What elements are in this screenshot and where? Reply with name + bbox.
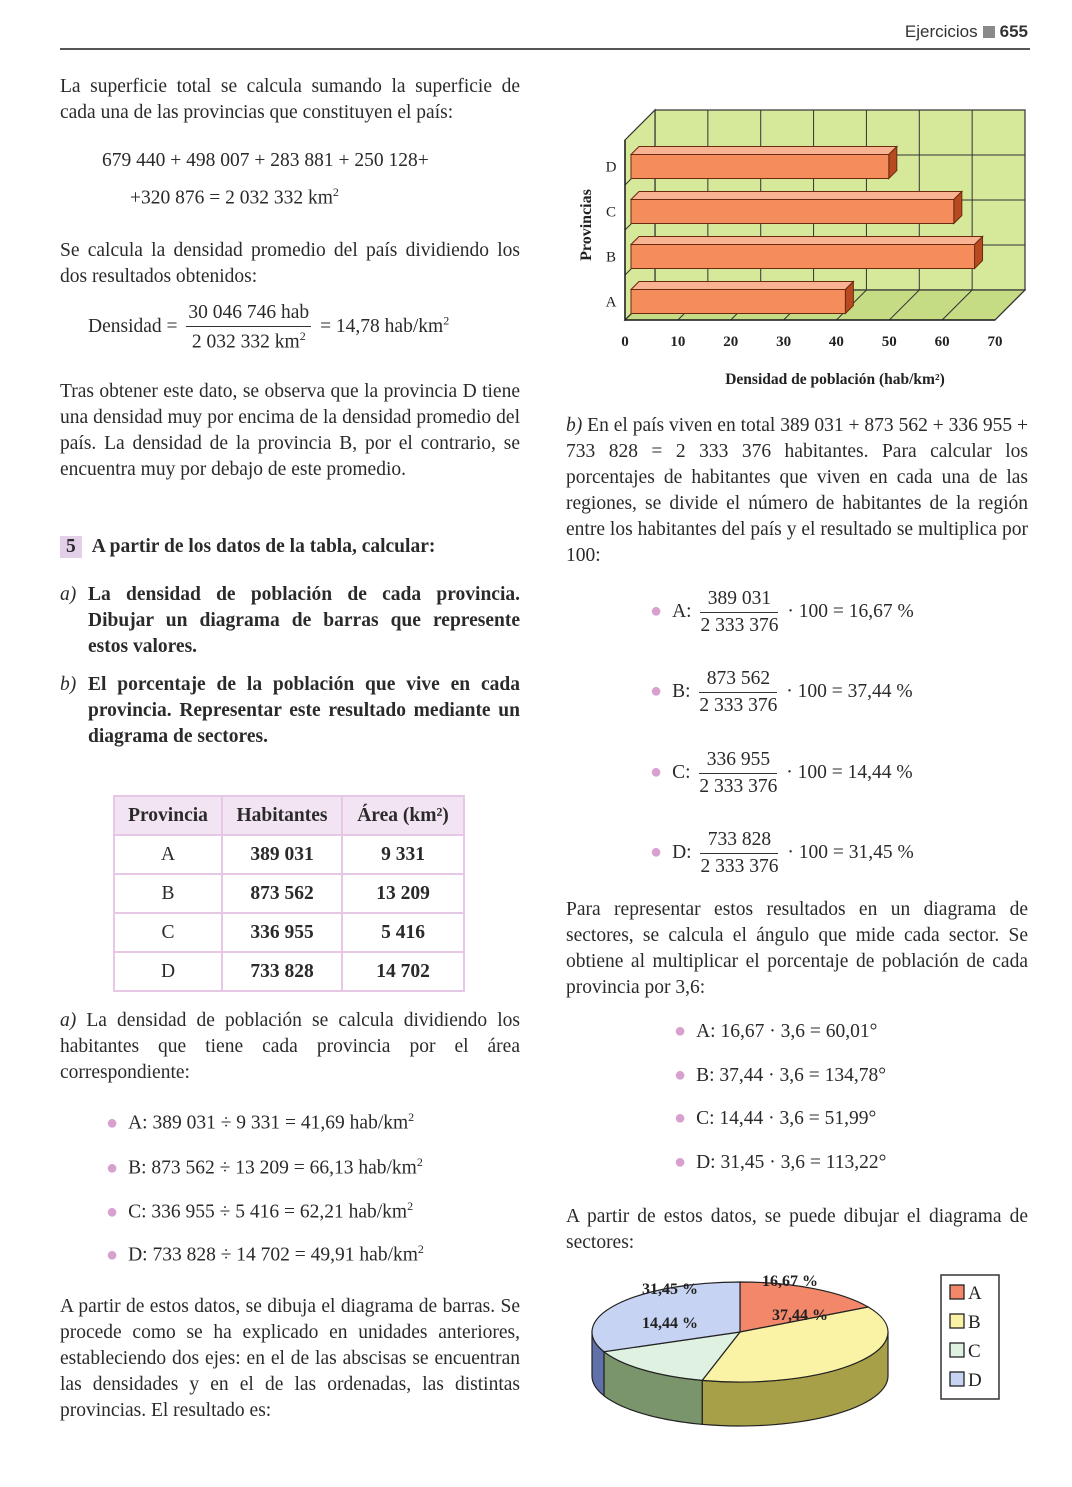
- angle-item: ● A: 16,67 · 3,6 = 60,01°: [674, 1020, 878, 1042]
- legend-swatch: [950, 1343, 964, 1357]
- final-paragraph: A partir de estos datos, se puede dibujar el diagrama de sectores:: [566, 1206, 1028, 1253]
- table-header: Habitantes: [222, 796, 342, 835]
- exercise-heading: [60, 536, 435, 558]
- y-axis-label: Provincias: [578, 189, 595, 261]
- table-cell: 13 209: [342, 874, 464, 913]
- table-cell: 5 416: [342, 913, 464, 952]
- category-label: A: [605, 294, 617, 311]
- angle-item: ● B: 37,44 · 3,6 = 134,78°: [674, 1064, 887, 1086]
- bullet-icon: ●: [650, 679, 663, 702]
- category-label: D: [605, 159, 617, 176]
- bar: [631, 245, 975, 269]
- table-cell: B: [114, 874, 222, 913]
- bullet-icon: ●: [650, 760, 663, 783]
- table-cell: 389 031: [222, 835, 342, 874]
- legend-label: A: [968, 1283, 982, 1304]
- answer-b-intro: b) En el país viven en total 389 031 + 873 562 + 336 955 + 733 828 = 2 333 376 habitantes. Para calcular los porcentajes de habitantes que viven en cada una de las regiones, se divide el número de habitantes de la región entre los habitantes del país y el resultado se multiplica por 100:: [566, 415, 1028, 566]
- page-number: 655: [999, 22, 1028, 41]
- table-cell: D: [114, 952, 222, 991]
- category-label: C: [605, 204, 617, 221]
- left-paragraph-end: A partir de estos datos, se dibuja el diagrama de barras. Se procede como se ha explicado en unidades anteriores, estableciendo dos ejes: en el de las abscisas se encuentran las densidades y en el de las ordenadas, las distintas provincias. El resultado es:: [60, 1296, 520, 1421]
- density-fraction: $\frac{\text{30 046 746 hab}}{2 032 332 km^2}$: [188, 302, 310, 353]
- x-tick-label: 20: [723, 334, 739, 350]
- category-label: B: [605, 249, 617, 266]
- bullet-icon: ●: [106, 1200, 119, 1223]
- sum-line-2: +320 876 = 2 032 332 $km^2$: [130, 185, 339, 209]
- section-title: Ejercicios: [904, 22, 978, 41]
- table-row: [114, 835, 464, 874]
- data-table-wrap: [113, 795, 465, 992]
- pie-data-label: 14,44 %: [642, 1315, 698, 1332]
- pie-chart-body: [592, 1282, 888, 1426]
- x-tick-label: 30: [776, 334, 792, 350]
- percentage-item: ● B: $\frac{873 562}{2 333 376}$ · 100 = 37,44 %: [650, 668, 913, 716]
- legend-swatch: [950, 1285, 964, 1299]
- bar: [631, 290, 845, 314]
- data-table: [113, 795, 465, 992]
- bullet-icon: ●: [674, 1020, 687, 1042]
- bar-top: [631, 192, 962, 200]
- bar: [631, 155, 889, 179]
- table-header: Provincia: [114, 796, 222, 835]
- left-paragraph-1: La superficie total se calcula sumando la superficie de cada una de las provincias que constituyen el país:: [60, 76, 520, 123]
- density-item: ● D: 733 828 ÷ 14 702 = 49,91 hab/$km^2$: [106, 1242, 424, 1266]
- sum-line-1: 679 440 + 498 007 + 283 881 + 250 128+: [102, 150, 429, 171]
- table-cell: 9 331: [342, 835, 464, 874]
- table-cell: A: [114, 835, 222, 874]
- bullet-icon: ●: [106, 1156, 119, 1179]
- sector-paragraph: Para representar estos resultados en un diagrama de sectores, se calcula el ángulo que mide cada sector. Se obtiene al multiplicar el porcentaje de población de cada provincia por 3,6:: [566, 899, 1028, 998]
- left-paragraph-3: Tras obtener este dato, se observa que la provincia D tiene una densidad muy por encima de la densidad promedio del país. La densidad de la provincia B, por el contrario, se encuentra muy por debajo de este promedio.: [60, 381, 520, 480]
- bullet-icon: ●: [674, 1151, 687, 1173]
- x-tick-label: 70: [987, 334, 1003, 350]
- x-tick-label: 0: [621, 334, 629, 350]
- bullet-icon: ●: [106, 1243, 119, 1266]
- pie-data-label: 16,67 %: [762, 1273, 818, 1290]
- x-axis-label: Densidad de población (hab/km²): [725, 371, 945, 388]
- bullet-icon: ●: [650, 840, 663, 863]
- legend-swatch: [950, 1314, 964, 1328]
- density-item: ● A: 389 031 ÷ 9 331 = 41,69 hab/$km^2$: [106, 1110, 415, 1134]
- percentage-item: ● C: $\frac{336 955}{2 333 376}$ · 100 = 14,44 %: [650, 749, 913, 797]
- square-icon: [983, 26, 995, 38]
- density-item: ● C: 336 955 ÷ 5 416 = 62,21 hab/$km^2$: [106, 1199, 414, 1223]
- table-row: [114, 913, 464, 952]
- exercise-title: A partir de los datos de la tabla, calcular:: [91, 536, 436, 557]
- question-a: a) La densidad de población de cada provincia. Dibujar un diagrama de barras que represente estos valores.: [60, 584, 520, 657]
- bullet-icon: ●: [650, 599, 663, 622]
- bullet-icon: ●: [106, 1111, 119, 1134]
- table-cell: 873 562: [222, 874, 342, 913]
- legend-swatch: [950, 1372, 964, 1386]
- bar-top: [631, 147, 897, 155]
- pie-data-label: 31,45 %: [642, 1281, 698, 1298]
- x-tick-label: 50: [881, 334, 897, 350]
- density-item: ● B: 873 562 ÷ 13 209 = 66,13 hab/$km^2$: [106, 1155, 423, 1179]
- pie-chart: [585, 1270, 1005, 1450]
- angle-item: ● C: 14,44 · 3,6 = 51,99°: [674, 1107, 877, 1129]
- header-rule: [60, 48, 1030, 50]
- x-tick-label: 40: [828, 334, 844, 350]
- legend-label: D: [968, 1370, 982, 1391]
- table-cell: 14 702: [342, 952, 464, 991]
- bullet-icon: ●: [674, 1064, 687, 1086]
- question-b: b) El porcentaje de la población que vive en cada provincia. Representar este resultado mediante un diagrama de sectores.: [60, 674, 520, 747]
- pie-data-label: 37,44 %: [772, 1307, 828, 1324]
- running-header: [905, 22, 1028, 42]
- table-cell: 733 828: [222, 952, 342, 991]
- table-row: [114, 952, 464, 991]
- legend-label: C: [968, 1341, 981, 1362]
- angle-item: ● D: 31,45 · 3,6 = 113,22°: [674, 1151, 887, 1173]
- table-row: [114, 874, 464, 913]
- x-tick-label: 10: [670, 334, 686, 350]
- legend-label: B: [968, 1312, 981, 1333]
- x-tick-label: 60: [934, 334, 950, 350]
- density-formula: Densidad = $\frac{\text{30 046 746 hab}}{2 032 332 km^2}$ = 14,78 hab/$km^2$: [88, 302, 450, 353]
- percentage-item: ● A: $\frac{389 031}{2 333 376}$ · 100 = 16,67 %: [650, 588, 914, 636]
- table-header: Área (km²): [342, 796, 464, 835]
- percentage-item: ● D: $\frac{733 828}{2 333 376}$ · 100 = 31,45 %: [650, 829, 914, 877]
- table-cell: 336 955: [222, 913, 342, 952]
- table-cell: C: [114, 913, 222, 952]
- bar-chart: [560, 70, 1030, 400]
- table-header-row: [114, 796, 464, 835]
- pie-chart-legend: [941, 1275, 999, 1399]
- bar-top: [631, 282, 853, 290]
- bar-top: [631, 237, 983, 245]
- bar: [631, 200, 954, 224]
- bullet-icon: ●: [674, 1107, 687, 1129]
- left-paragraph-2: Se calcula la densidad promedio del país dividiendo los dos resultados obtenidos:: [60, 240, 520, 287]
- answer-a-intro: a) La densidad de población se calcula dividiendo los habitantes que tiene cada provincia por el área correspondiente:: [60, 1010, 520, 1083]
- exercise-number: 5: [60, 536, 82, 558]
